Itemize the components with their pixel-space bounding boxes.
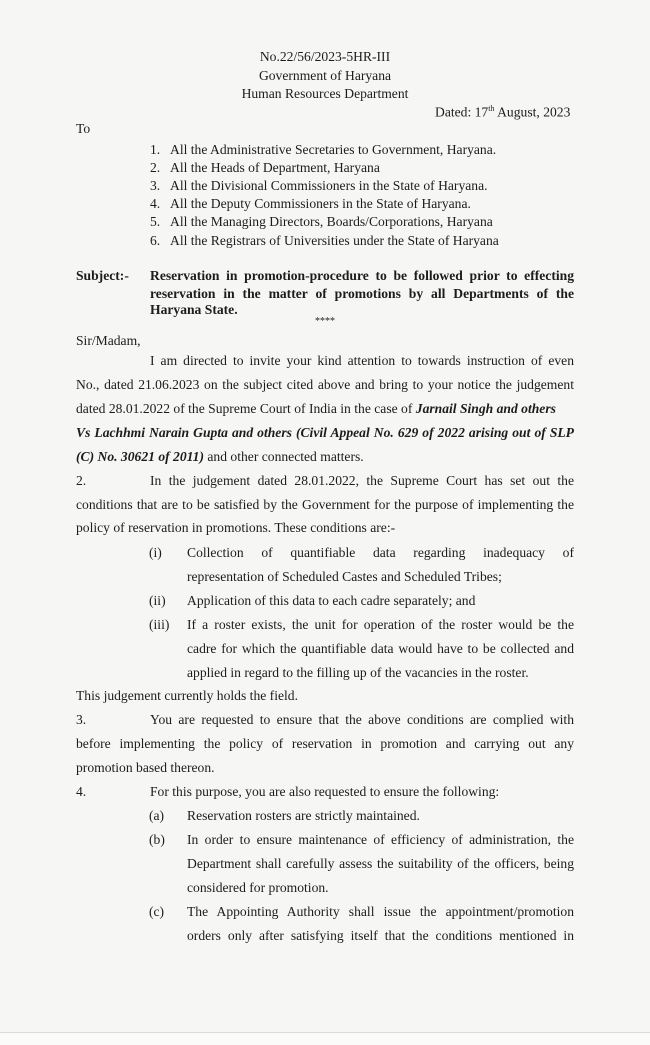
para2-num: 2. [76, 473, 87, 488]
condition-line: representation of Scheduled Castes and Scheduled Tribes; [187, 569, 502, 584]
condition-line: Application of this data to each cadre separately; and [187, 593, 476, 608]
para2-line: In the judgement dated 28.01.2022, the Supreme Court has set out the [150, 473, 574, 488]
condition-num: (i) [149, 545, 162, 560]
recipient-text: All the Heads of Department, Haryana [170, 160, 380, 175]
case-name: Jarnail Singh and others [415, 401, 556, 416]
condition-num: (ii) [149, 593, 166, 608]
para3-line: promotion based thereon. [76, 760, 215, 775]
dated-prefix: Dated: 17 [435, 104, 489, 120]
recipient-num: 4. [150, 196, 161, 211]
page-bottom-edge [0, 1032, 650, 1045]
government-name: Government of Haryana [258, 68, 392, 83]
letter-number: No.22/56/2023-5HR-III [259, 49, 391, 64]
requirement-num: (a) [149, 808, 165, 823]
to-label: To [76, 121, 91, 136]
case-citation-end: (C) No. 30621 of 2011) [76, 449, 204, 464]
requirement-line: Reservation rosters are strictly maintained. [187, 808, 420, 823]
recipient-text: All the Administrative Secretaries to Government, Haryana. [170, 142, 497, 157]
case-citation: Vs Lachhmi Narain Gupta and others (Civil Appeal No. 629 of 2022 arising out of SLP [76, 425, 574, 440]
para1-line: I am directed to invite your kind attention to towards instruction of even [150, 353, 574, 368]
subject-line: reservation in the matter of promotions by all Departments of the [150, 286, 574, 301]
condition-line: If a roster exists, the unit for operation of the roster would be the [187, 617, 574, 632]
para3-line: You are requested to ensure that the above conditions are complied with [150, 712, 574, 727]
requirement-line: In order to ensure maintenance of efficiency of administration, the [187, 832, 574, 847]
para4-line: For this purpose, you are also requested to ensure the following: [150, 784, 500, 799]
recipient-text: All the Deputy Commissioners in the State of Haryana. [170, 196, 471, 211]
condition-line: applied in regard to the filling up of the vacancies in the roster. [187, 665, 529, 680]
recipient-num: 1. [150, 142, 161, 157]
salutation: Sir/Madam, [76, 333, 141, 348]
dated-suffix: August, 2023 [494, 104, 571, 120]
para1-line [76, 449, 364, 465]
condition-num: (iii) [149, 617, 170, 632]
recipient-num: 5. [150, 214, 161, 229]
para1-text: and other connected matters. [204, 449, 364, 464]
subject-line: Haryana State. [150, 302, 238, 317]
para3-num: 3. [76, 712, 87, 727]
para2-line: conditions that are to be satisfied by the Government for the purpose of implementing the [76, 497, 574, 512]
para4-num: 4. [76, 784, 87, 799]
requirement-line: The Appointing Authority shall issue the appointment/promotion [187, 904, 574, 919]
recipient-text: All the Registrars of Universities under the State of Haryana [170, 233, 499, 248]
recipient-num: 2. [150, 160, 161, 175]
para3-line: before implementing the policy of reservation in promotion and carrying out any [76, 736, 574, 751]
para2-closing: This judgement currently holds the field. [76, 688, 298, 703]
subject-line: Reservation in promotion-procedure to be followed prior to effecting [150, 268, 574, 283]
requirement-line: Department shall carefully assess the suitability of the officers, being [187, 856, 574, 871]
recipient-num: 6. [150, 233, 161, 248]
para1-text: dated 28.01.2022 of the Supreme Court of India in the case of [76, 401, 416, 416]
requirement-num: (b) [149, 832, 165, 847]
para1-line: No., dated 21.06.2023 on the subject cited above and bring to your notice the judgement [76, 377, 574, 392]
dated-sup: th [488, 104, 495, 113]
condition-line: cadre for which the quantifiable data would have to be collected and [187, 641, 574, 656]
recipient-num: 3. [150, 178, 161, 193]
dated-line [435, 104, 570, 121]
recipient-text: All the Divisional Commissioners in the State of Haryana. [170, 178, 488, 193]
subject-separator: **** [315, 316, 335, 327]
subject-label: Subject:- [76, 268, 129, 283]
requirement-num: (c) [149, 904, 165, 919]
para2-line: policy of reservation in promotions. These conditions are:- [76, 520, 396, 535]
para1-line [76, 401, 556, 417]
department-name: Human Resources Department [241, 86, 409, 101]
recipient-text: All the Managing Directors, Boards/Corporations, Haryana [170, 214, 493, 229]
requirement-line: orders only after satisfying itself that the conditions mentioned in [187, 928, 574, 943]
requirement-line: considered for promotion. [187, 880, 329, 895]
condition-line: Collection of quantifiable data regarding inadequacy of [187, 545, 574, 560]
